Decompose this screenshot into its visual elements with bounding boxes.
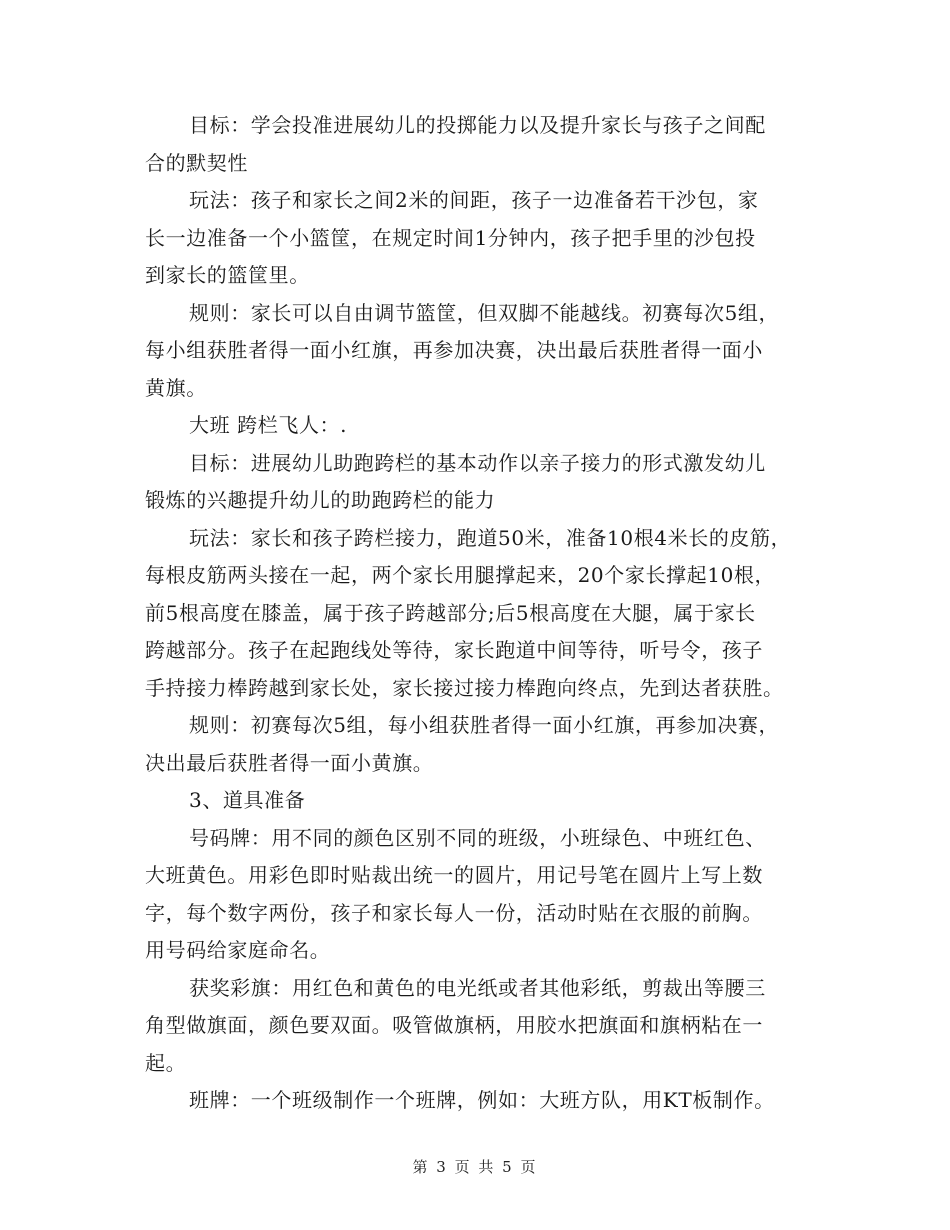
text-line: 决出最后获胜者得一面小黄旗。 <box>145 750 434 775</box>
text-line: 玩法：孩子和家长之间2米的间距，孩子一边准备若干沙包，家 <box>189 188 759 212</box>
document-body <box>145 107 825 1120</box>
text-line: 前5根高度在膝盖，属于孩子跨越部分;后5根高度在大腿，属于家长 <box>145 600 756 625</box>
section-heading: 3、道具准备 <box>189 788 306 812</box>
text-line: 用号码给家庭命名。 <box>145 938 331 962</box>
text-line: 目标：学会投准进展幼儿的投掷能力以及提升家长与孩子之间配 <box>189 113 766 137</box>
paragraph-number-tags <box>145 820 825 970</box>
text-line: 班牌：一个班级制作一个班牌，例如：大班方队，用KT板制作。 <box>189 1088 775 1112</box>
text-line: 大班黄色。用彩色即时贴裁出统一的圆片，用记号笔在圆片上写上数 <box>145 863 763 887</box>
text-line: 每根皮筋两头接在一起，两个家长用腿撑起来，20个家长撑起10根， <box>145 563 776 587</box>
paragraph-play-1 <box>145 182 825 295</box>
paragraph-rules-2 <box>145 707 825 782</box>
paragraph-award-flags <box>145 970 825 1083</box>
text-line: 跨越部分。孩子在起跑线处等待，家长跑道中间等待，听号令，孩子 <box>145 638 763 662</box>
paragraph-section-heading <box>145 407 825 445</box>
paragraph-props-heading <box>145 782 825 820</box>
text-line: 到家长的篮筐里。 <box>145 263 310 287</box>
text-line: 手持接力棒跨越到家长处，家长接过接力棒跑向终点，先到达者获胜。 <box>145 675 784 700</box>
paragraph-goal-1 <box>145 107 825 182</box>
paragraph-goal-2 <box>145 445 825 520</box>
text-line: 每小组获胜者得一面小红旗，再参加决赛，决出最后获胜者得一面小 <box>145 338 763 362</box>
text-line: 黄旗。 <box>145 375 207 400</box>
paragraph-rules-1 <box>145 295 825 408</box>
text-line: 锻炼的兴趣提升幼儿的助跑跨栏的能力 <box>145 488 496 512</box>
text-line: 长一边准备一个小篮筐，在规定时间1分钟内，孩子把手里的沙包投 <box>145 225 756 250</box>
text-line: 规则：初赛每次5组，每小组获胜者得一面小红旗，再参加决赛， <box>189 713 780 737</box>
text-line: 号码牌：用不同的颜色区别不同的班级，小班绿色、中班红色、 <box>189 825 766 850</box>
text-line: 角型做旗面，颜色要双面。吸管做旗柄，用胶水把旗面和旗柄粘在一 <box>145 1013 763 1037</box>
text-line: 合的默契性 <box>145 150 248 175</box>
text-line: 玩法：家长和孩子跨栏接力，跑道50米，准备10根4米长的皮筋， <box>189 525 792 550</box>
paragraph-class-sign <box>145 1082 825 1120</box>
section-heading: 大班 跨栏飞人：. <box>189 413 348 437</box>
text-line: 目标：进展幼儿助跑跨栏的基本动作以亲子接力的形式激发幼儿 <box>189 450 766 475</box>
text-line: 起。 <box>145 1050 187 1075</box>
paragraph-play-2 <box>145 520 825 708</box>
text-line: 规则：家长可以自由调节篮筐，但双脚不能越线。初赛每次5组， <box>189 300 780 325</box>
text-line: 获奖彩旗：用红色和黄色的电光纸或者其他彩纸，剪裁出等腰三 <box>189 975 766 1000</box>
text-line: 字，每个数字两份，孩子和家长每人一份，活动时贴在衣服的前胸。 <box>145 900 763 925</box>
page-number-footer: 第 3 页 共 5 页 <box>412 1158 538 1176</box>
